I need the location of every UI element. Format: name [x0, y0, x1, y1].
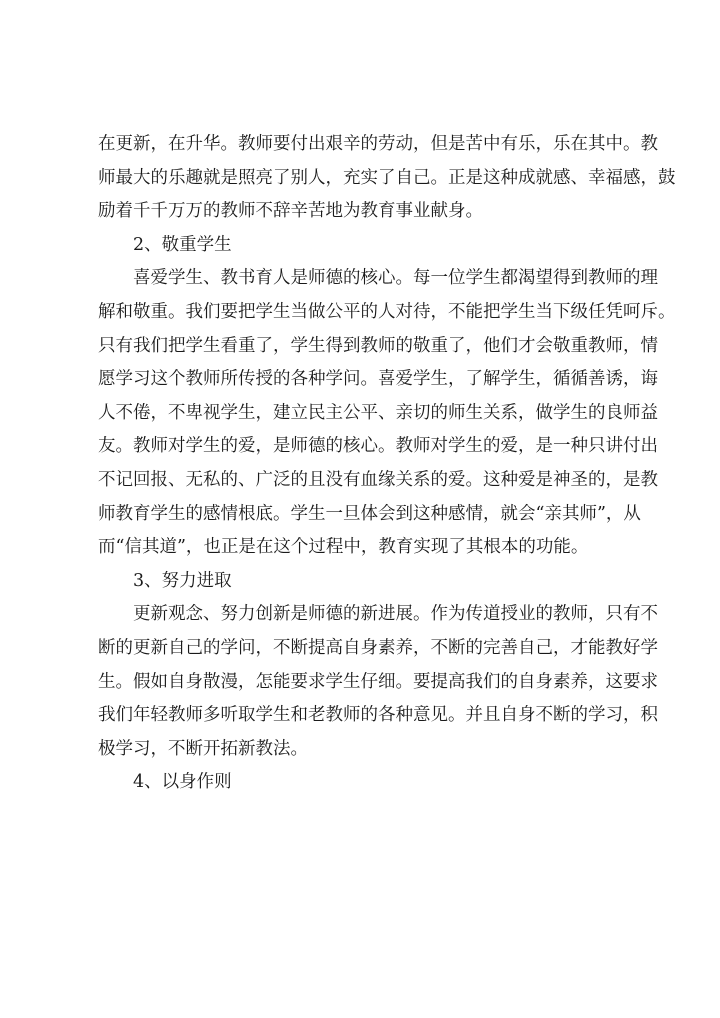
text-line: 人 不 倦 ， 不 卑 视 学 生 ， 建 立 民 主 公 平 、 亲 切 的 师 生 关 系 ， 做 学 生 的 良 师 益: [98, 402, 658, 423]
text-line: 极学习，不断开拓新教法。: [98, 738, 308, 759]
text-line: 励着千千万万的教师不辞辛苦地为教育事业献身。: [98, 201, 483, 222]
text-line: 师 教 育 学 生 的 感 情 根 底 。 学 生 一 旦 体 会 到 这 种 感 情 ， 就 会 “ 亲 其 师 ” ， 从: [98, 503, 641, 524]
text-line: 在 更 新 ， 在 升 华 。 教 师 要 付 出 艰 辛 的 劳 动 ， 但 是 苦 中 有 乐 ， 乐 在 其 中 。 教: [98, 134, 658, 154]
text-line: 而“信其道”，也正是在这个过程中，教育实现了其根本的功能。: [98, 537, 589, 558]
text-line: 不 记 回 报 、 无 私 的 、 广 泛 的 且 没 有 血 缘 关 系 的 爱 。 这 种 爱 是 神 圣 的 ， 是 教: [98, 469, 658, 490]
text-line: 生 。 假 如 自 身 散 漫 ， 怎 能 要 求 学 生 仔 细 。 要 提 高 我 们 的 自 身 素 养 ， 这 要 求: [98, 671, 658, 692]
text-line: 3、努力进取: [133, 570, 232, 591]
text-line: 我 们 年 轻 教 师 多 听 取 学 生 和 老 教 师 的 各 种 意 见 。 并 且 自 身 不 断 的 学 习 ， 积: [98, 705, 658, 726]
text-line: 更 新 观 念 、 努 力 创 新 是 师 德 的 新 进 展 。 作 为 传 道 授 业 的 教 师 ， 只 有 不: [133, 604, 658, 625]
text-line: 解 和 敬 重 。 我 们 要 把 学 生 当 做 公 平 的 人 对 待 ， 不 能 把 学 生 当 下 级 任 凭 呵 斥 。: [98, 301, 676, 322]
text-line: 愿 学 习 这 个 教 师 所 传 授 的 各 种 学 问 。 喜 爱 学 生 ， 了 解 学 生 ， 循 循 善 诱 ， 诲: [98, 369, 658, 390]
text-line: 2、敬重学生: [133, 234, 232, 255]
text-line: 4、以身作则: [133, 772, 232, 793]
text-line: 师 最 大 的 乐 趣 就 是 照 亮 了 别 人 ， 充 实 了 自 己 。 正 是 这 种 成 就 感 、 幸 福 感 ， 鼓: [98, 167, 676, 188]
text-line: 喜 爱 学 生 、 教 书 育 人 是 师 德 的 核 心 。 每 一 位 学 生 都 渴 望 得 到 教 师 的 理: [133, 268, 658, 289]
text-line: 友 。 教 师 对 学 生 的 爱 ， 是 师 德 的 核 心 。 教 师 对 学 生 的 爱 ， 是 一 种 只 讲 付 出: [98, 436, 658, 457]
text-line: 只 有 我 们 把 学 生 看 重 了 ， 学 生 得 到 教 师 的 敬 重 了 ， 他 们 才 会 敬 重 教 师 ， 情: [98, 335, 658, 356]
text-line: 断 的 更 新 自 己 的 学 问 ， 不 断 提 高 自 身 素 养 ， 不 断 的 完 善 自 己 ， 才 能 教 好 学: [98, 637, 658, 658]
document-page: [98, 128, 676, 800]
